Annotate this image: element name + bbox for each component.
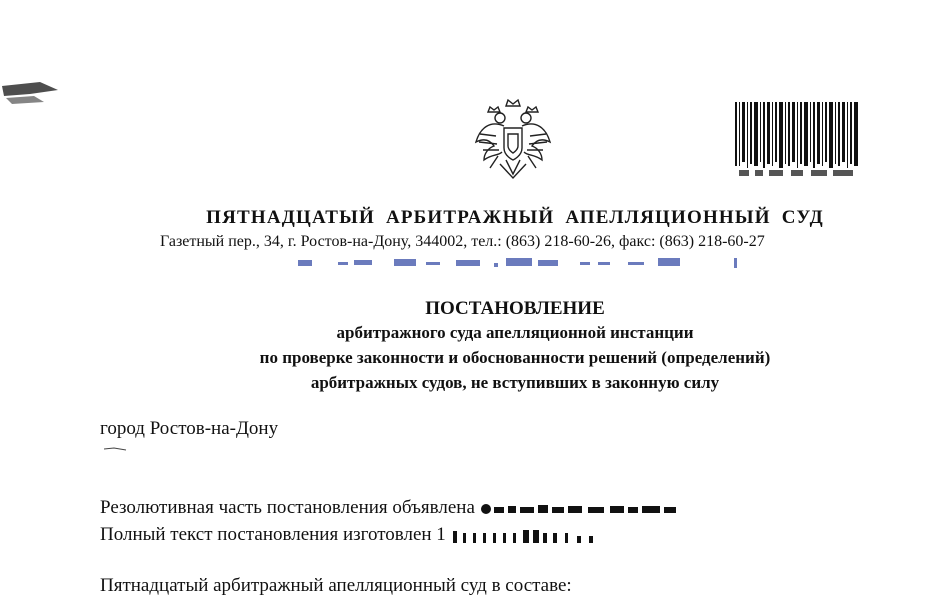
redacted-date — [451, 527, 631, 545]
document-type-title: ПОСТАНОВЛЕНИЕ — [425, 298, 605, 319]
court-address: Газетный пер., 34, г. Ростов-на-Дону, 344002, тел.: (863) 218-60-26, факс: (863) 218-60-27 — [160, 233, 765, 250]
scan-artifact — [0, 72, 62, 112]
redacted-text — [298, 254, 738, 272]
document-subtitle-line-2: по проверке законности и обоснованности решений (определений) — [259, 348, 771, 367]
resolutive-part-line — [100, 497, 684, 519]
full-text-text: Полный текст постановления изготовлен 1 — [100, 524, 446, 545]
document-subtitle-line-3: арбитражных судов, не вступивших в законную силу — [310, 373, 720, 392]
court-composition-line: Пятнадцатый арбитражный апелляционный суд в составе: — [100, 575, 572, 596]
full-text-line — [100, 524, 631, 546]
document-subtitle-line-1: арбитражного суда апелляционной инстанции — [336, 323, 694, 342]
resolutive-part-text: Резолютивная часть постановления объявлена — [100, 497, 475, 518]
redacted-date — [480, 500, 684, 518]
city-name: город Ростов-на-Дону — [100, 418, 279, 439]
barcode-icon — [733, 100, 863, 180]
russian-coat-of-arms-icon — [470, 98, 556, 184]
court-name: ПЯТНАДЦАТЫЙ АРБИТРАЖНЫЙ АПЕЛЛЯЦИОННЫЙ СУД — [206, 207, 824, 228]
scan-artifact — [104, 446, 128, 452]
